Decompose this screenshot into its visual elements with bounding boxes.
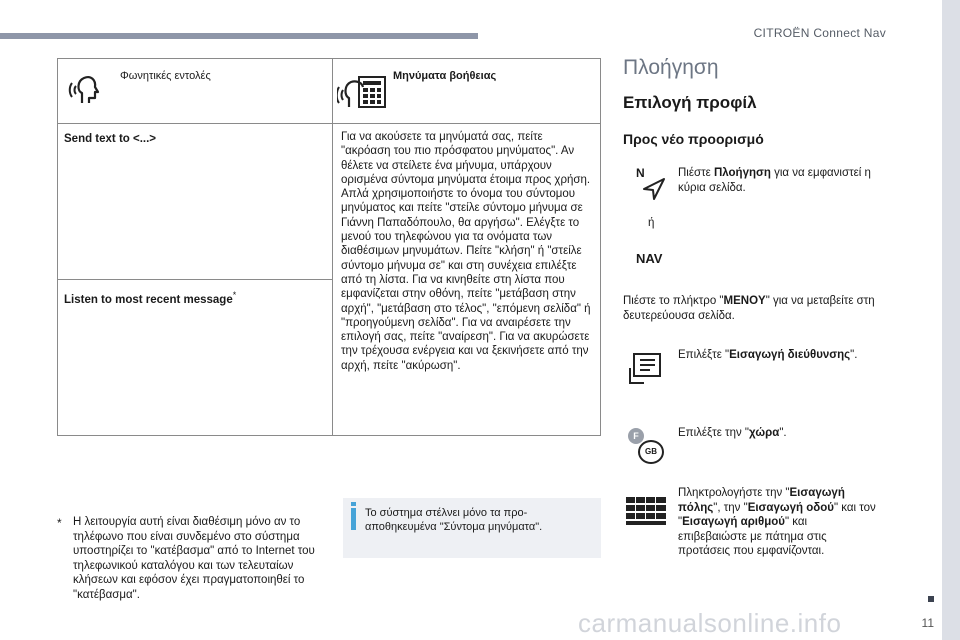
- footnote-text: Η λειτουργία αυτή είναι διαθέσιμη μόνο αν το τηλέφωνο που είναι συνδεμένο στο σύστημα υποστηρίζει το "κατέβασμα" από το Internet του τηλεφωνικού καταλόγου και των τελευταίων κλήσεων και εφόσον έχει πραγματοποιηθεί το "κατέβασμα".: [73, 516, 315, 601]
- page-edge-bar: [942, 0, 960, 640]
- step5-mid1: ", την ": [713, 501, 748, 514]
- step2-pre: Πιέστε το πλήκτρο ": [623, 295, 724, 307]
- step3-post: ".: [850, 349, 858, 361]
- step5-bold3: Εισαγωγή αριθμού: [682, 516, 785, 528]
- bullet-square: [928, 596, 934, 602]
- step-menu: [623, 294, 883, 323]
- section-title: Πλοήγηση: [623, 56, 719, 79]
- step2-bold: MENOY: [723, 295, 766, 307]
- help-text: Για να ακούσετε τα μηνύματά σας, πείτε "ακρόαση του πιο πρόσφατου μηνύματος". Αν θέλετε να στείλετε ένα μήνυμα, υπάρχουν ορισμένα σύντομα μηνύματα έτοιμα προς χρήση. Απλά χρησιμοποιήστε το όνομα του σύντομου μηνύματος και πείτε "στείλε σύντομο μήνυμα σε Γιάννη Παπαδόπουλο, θα αργήσω". Ελέγξτε το μενού του τηλεφώνου για τα ονόματα των διαθέσιμων μηνυμάτων. Πείτε "κλήση" ή "στείλε σύντομο μήνυμα σε" και στη συνέχεια επιλέξτε από τη λίστα. Για να κινηθείτε στη λίστα που εμφανίζεται στην οθόνη, πείτε "μετάβαση στην αρχή", "μετάβαση στο τέλος", "επόμενη σελίδα" ή "προηγούμενη σελίδα". Για να αναιρέσετε την επιλογή σας, πείτε "αναίρεση". Για να ακυρώσετε την τρέχουσα ενέργεια και να ξεκινήσετε από την αρχή, πείτε "ακύρωση".: [341, 131, 591, 372]
- step-country: [678, 426, 878, 441]
- north-letter: N: [636, 166, 645, 180]
- country-badge-gb: GB: [638, 440, 664, 464]
- info-icon: [351, 508, 356, 530]
- step1-bold: Πλοήγηση: [713, 167, 771, 179]
- header-title: CITROËN Connect Nav: [753, 26, 886, 40]
- step5-bold2: Εισαγωγή οδού: [747, 501, 834, 514]
- col2-header-cell: [333, 59, 601, 124]
- command-send-text: Send text to <...>: [64, 133, 157, 145]
- sub-heading: Προς νέο προορισμό: [623, 131, 764, 147]
- info-note: [343, 498, 601, 558]
- voice-command-icon: [68, 73, 102, 107]
- step5-pre: Πληκτρολογήστε την ": [678, 487, 790, 499]
- watermark: carmanualsonline.info: [578, 608, 842, 638]
- navigation-arrow-icon: [640, 177, 666, 203]
- or-label: ή: [648, 217, 655, 229]
- step2-post: " για να μεταβείτε στη δευτερεύουσα σελίδα.: [623, 295, 875, 322]
- country-icon: [628, 428, 664, 462]
- help-text-cell: [333, 124, 601, 436]
- step-navigation: [678, 166, 878, 195]
- col1-header-cell: [58, 59, 333, 124]
- step1-pre: Πιέστε: [678, 167, 714, 179]
- step4-bold: χώρα: [749, 427, 780, 439]
- header-bar: [0, 33, 478, 39]
- keyboard-icon: [626, 497, 666, 525]
- footnote-marker: *: [232, 290, 237, 300]
- navigation-icon: [636, 167, 668, 207]
- voice-help-icon: [337, 71, 387, 111]
- command-listen: Listen to most recent message: [64, 293, 233, 306]
- step3-bold: Εισαγωγή διεύθυνσης: [729, 349, 851, 361]
- page-number: 11: [921, 616, 934, 630]
- step1-post: για να εμφανιστεί η κύρια σελίδα.: [678, 167, 871, 194]
- step5-post: " και επιβεβαιώστε με πάτημα στις προτάσεις που εμφανίζονται.: [678, 516, 827, 557]
- command-cell-send-text: [58, 124, 333, 280]
- step-keyboard: [678, 486, 878, 559]
- step5-bold1: Εισαγωγή πόλης: [678, 487, 845, 514]
- step5-mid2: " και τον ": [678, 501, 876, 528]
- nav-button-label: NAV: [636, 251, 663, 266]
- col1-header: Φωνητικές εντολές: [120, 70, 211, 82]
- col2-header: Μηνύματα βοήθειας: [393, 70, 497, 82]
- step4-post: ".: [779, 427, 787, 439]
- footnote: [57, 515, 317, 602]
- subsection-title: Επιλογή προφίλ: [623, 93, 757, 112]
- step4-pre: Επιλέξτε την ": [678, 427, 750, 439]
- step-address: [678, 348, 878, 363]
- footnote-star: *: [57, 516, 62, 530]
- voice-commands-table: [57, 58, 601, 436]
- command-cell-listen: [58, 280, 333, 436]
- country-badge-f: F: [628, 428, 644, 444]
- address-entry-icon: [628, 352, 662, 386]
- step3-pre: Επιλέξτε ": [678, 349, 730, 361]
- info-note-text: Το σύστημα στέλνει μόνο τα προ-αποθηκευμένα "Σύντομα μηνύματα".: [365, 507, 543, 533]
